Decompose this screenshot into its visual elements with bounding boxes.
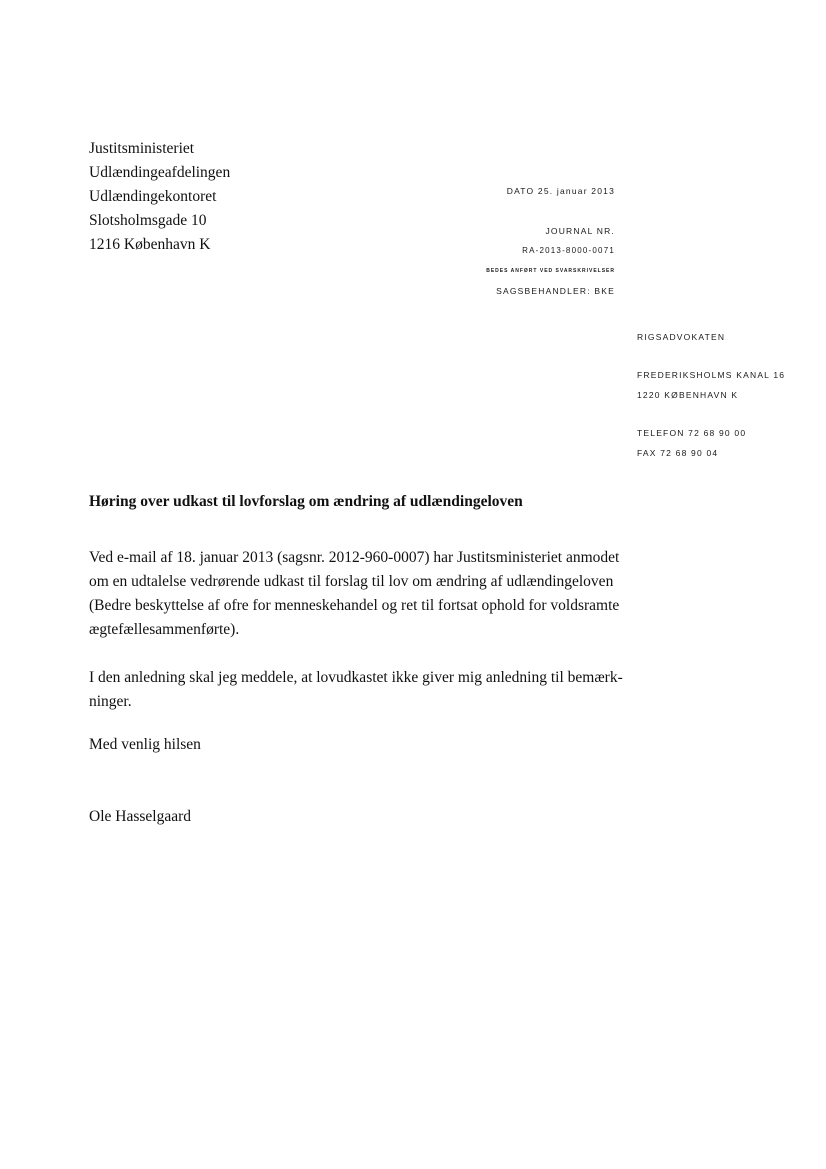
closing-phrase: Med venlig hilsen (89, 736, 201, 753)
recipient-line: Slotsholmsgade 10 (89, 212, 207, 229)
body-line: Ved e-mail af 18. januar 2013 (sagsnr. 2012-960-0007) har Justitsministeriet anmodet (89, 549, 620, 566)
reference-note: BEDES ANFØRT VED SVARSKRIVELSER (486, 268, 615, 274)
journal-label: JOURNAL NR. (545, 226, 615, 236)
journal-number: RA-2013-8000-0071 (522, 246, 615, 255)
body-paragraph-1 (89, 546, 625, 642)
body-line: om en udtalelse vedrørende udkast til forslag til lov om ændring af udlændingeloven (89, 573, 614, 590)
recipient-line: 1216 København K (89, 236, 211, 253)
recipient-line: Justitsministeriet (89, 140, 195, 157)
body-line: ninger. (89, 693, 132, 710)
body-line: ægtefællesammenførte). (89, 621, 240, 638)
letter-date: DATO 25. januar 2013 (506, 186, 615, 196)
recipient-line: Udlændingekontoret (89, 188, 217, 205)
case-officer: SAGSBEHANDLER: BKE (496, 286, 615, 296)
sender-address-line2: 1220 KØBENHAVN K (637, 390, 739, 400)
letter-subject: Høring over udkast til lovforslag om ændring af udlændingeloven (89, 493, 523, 510)
recipient-line: Udlændingeafdelingen (89, 164, 231, 181)
sender-phone: TELEFON 72 68 90 00 (637, 428, 747, 438)
body-line: (Bedre beskyttelse af ofre for menneskehandel og ret til fortsat ophold for voldsramte (89, 597, 620, 614)
recipient-address (89, 137, 230, 257)
sender-fax: FAX 72 68 90 04 (637, 448, 719, 458)
sender-address-line1: FREDERIKSHOLMS KANAL 16 (637, 370, 786, 380)
body-paragraph-2 (89, 666, 625, 714)
sender-name: RIGSADVOKATEN (637, 332, 726, 342)
body-line: I den anledning skal jeg meddele, at lovudkastet ikke giver mig anledning til bemærk- (89, 669, 623, 686)
signature-name: Ole Hasselgaard (89, 808, 191, 825)
